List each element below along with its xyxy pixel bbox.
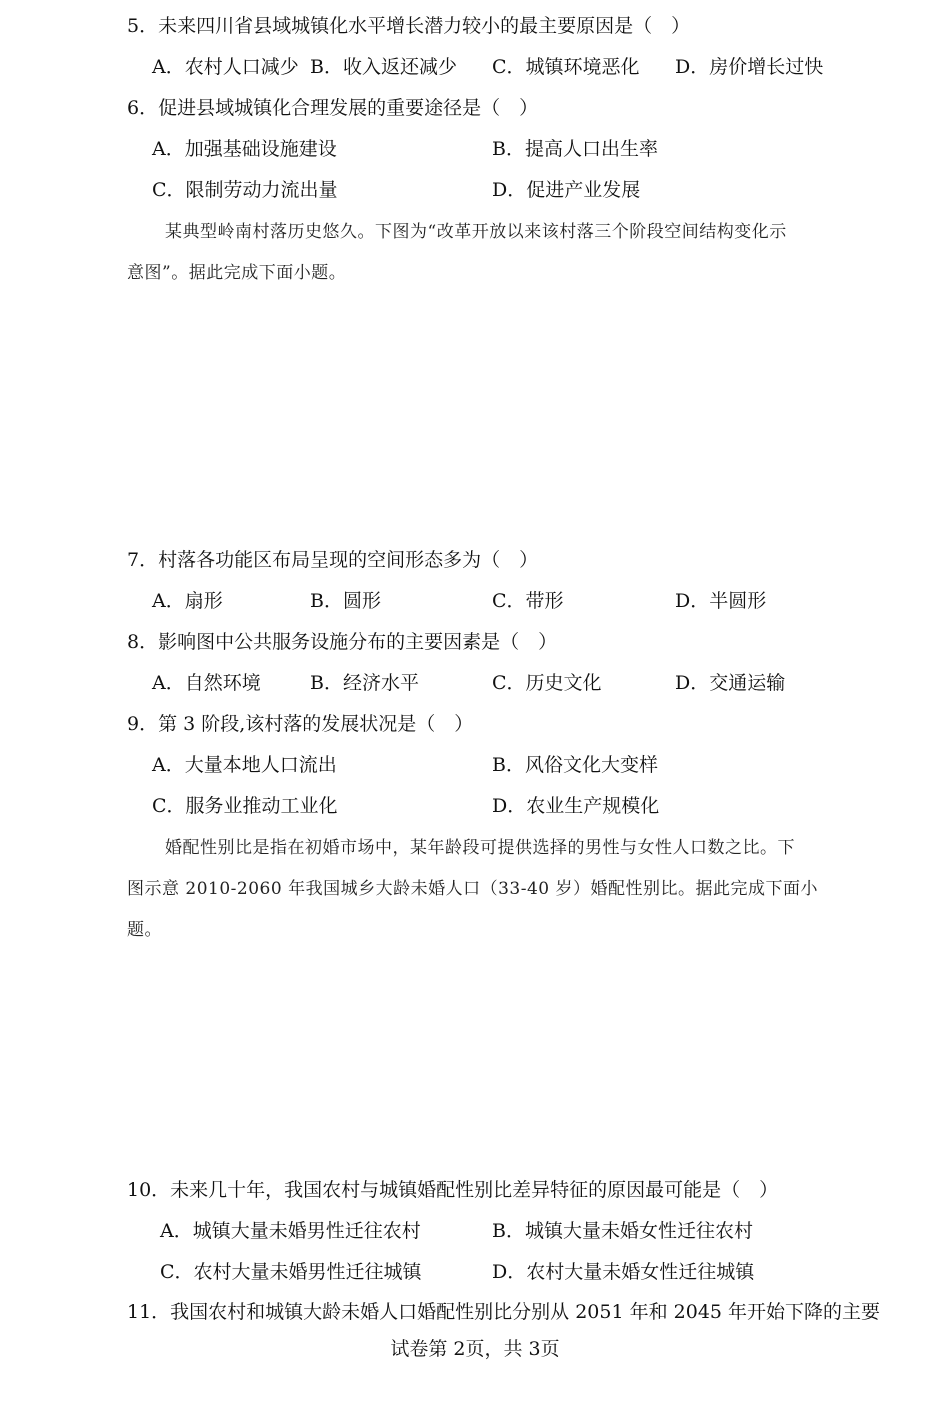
question-7-option-a: A．扇形 [152, 590, 223, 612]
figure-placeholder-village [127, 300, 827, 535]
page-footer: 试卷第 2页，共 3页 [390, 1338, 560, 1360]
question-7-stem: 7．村落各功能区布局呈现的空间形态多为（ ） [127, 549, 539, 571]
question-6-option-d: D．促进产业发展 [492, 179, 641, 201]
question-10-option-d: D．农村大量未婚女性迁往城镇 [492, 1261, 755, 1283]
question-11-stem: 11．我国农村和城镇大龄未婚人口婚配性别比分别从 2051 年和 2045 年开始下降的主要 [127, 1301, 881, 1323]
question-6-option-c: C．限制劳动力流出量 [152, 179, 338, 201]
figure-placeholder-sex-ratio [127, 955, 827, 1165]
question-9-option-c: C．服务业推动工业化 [152, 795, 338, 817]
question-5-option-c: C．城镇环境恶化 [492, 56, 640, 78]
intro-1-line-1: 某典型岭南村落历史悠久。下图为“改革开放以来该村落三个阶段空间结构变化示 [165, 222, 787, 242]
intro-2-line-2: 图示意 2010-2060 年我国城乡大龄未婚人口（33-40 岁）婚配性别比。据此完成下面小 [127, 879, 818, 899]
question-10-option-a: A．城镇大量未婚男性迁往农村 [160, 1220, 421, 1242]
question-9-option-a: A．大量本地人口流出 [152, 754, 337, 776]
question-9-stem: 9．第 3 阶段,该村落的发展状况是（ ） [127, 713, 474, 735]
question-10-stem: 10．未来几十年，我国农村与城镇婚配性别比差异特征的原因最可能是（ ） [127, 1179, 779, 1201]
question-7-option-c: C．带形 [492, 590, 564, 612]
question-6-option-b: B．提高人口出生率 [492, 138, 658, 160]
question-5-stem: 5．未来四川省县域城镇化水平增长潜力较小的最主要原因是（ ） [127, 15, 691, 37]
question-8-option-c: C．历史文化 [492, 672, 602, 694]
question-5-option-a: A．农村人口减少 [152, 56, 299, 78]
question-8-stem: 8．影响图中公共服务设施分布的主要因素是（ ） [127, 631, 558, 653]
intro-2-line-1: 婚配性别比是指在初婚市场中，某年龄段可提供选择的男性与女性人口数之比。下 [165, 838, 795, 858]
question-10-option-c: C．农村大量未婚男性迁往城镇 [160, 1261, 422, 1283]
question-6-option-a: A．加强基础设施建设 [152, 138, 337, 160]
question-7-option-d: D．半圆形 [675, 590, 767, 612]
question-8-option-b: B．经济水平 [310, 672, 419, 694]
question-10-option-b: B．城镇大量未婚女性迁往农村 [492, 1220, 753, 1242]
intro-2-line-3: 题。 [127, 920, 162, 940]
question-6-stem: 6．促进县域城镇化合理发展的重要途径是（ ） [127, 97, 539, 119]
question-8-option-d: D．交通运输 [675, 672, 786, 694]
question-5-option-b: B．收入返还减少 [310, 56, 457, 78]
question-9-option-d: D．农业生产规模化 [492, 795, 660, 817]
question-7-option-b: B．圆形 [310, 590, 381, 612]
question-5-option-d: D．房价增长过快 [675, 56, 824, 78]
intro-1-line-2: 意图”。据此完成下面小题。 [127, 263, 347, 283]
question-8-option-a: A．自然环境 [152, 672, 261, 694]
question-9-option-b: B．风俗文化大变样 [492, 754, 658, 776]
